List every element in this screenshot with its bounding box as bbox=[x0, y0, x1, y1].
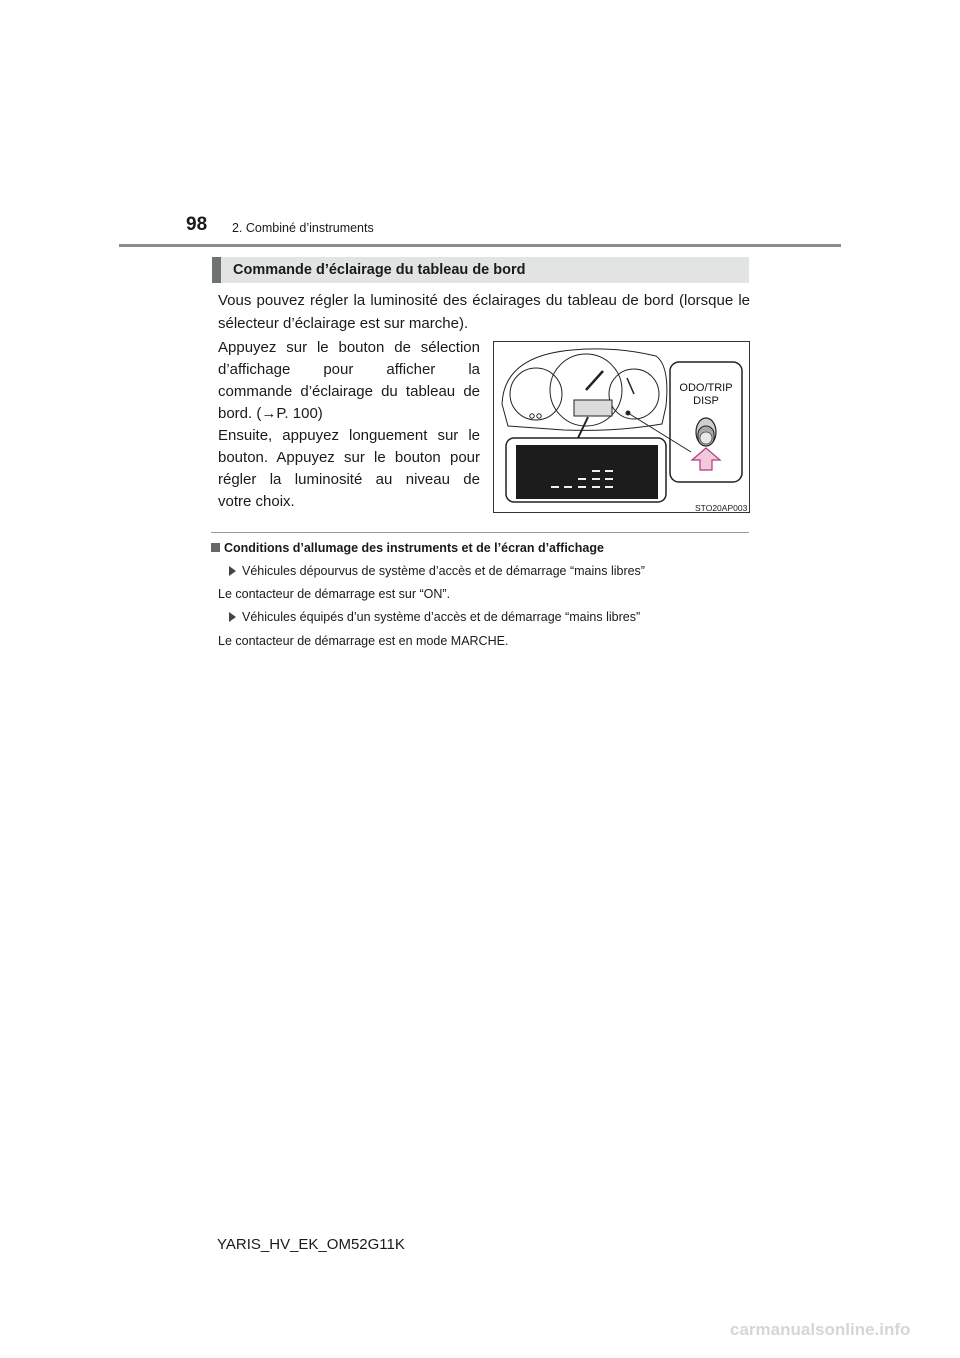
square-bullet-icon bbox=[211, 543, 220, 552]
steps-line: régler la luminosité au niveau de bbox=[218, 471, 480, 488]
steps-line: d’affichage pour afficher la bbox=[218, 361, 480, 378]
notes-title-text: Conditions d’allumage des instruments et de l’écran d’affichage bbox=[224, 541, 604, 555]
watermark: carmanualsonline.info bbox=[730, 1320, 911, 1339]
triangle-bullet-icon bbox=[229, 566, 236, 576]
indicator-light bbox=[537, 414, 541, 418]
callout-line bbox=[578, 417, 588, 438]
speedometer-needle bbox=[586, 371, 603, 390]
cluster-display bbox=[574, 400, 612, 416]
odo-trip-button-icon bbox=[696, 418, 716, 446]
note-item-label bbox=[229, 610, 640, 624]
figure-code: STO20AP003 bbox=[695, 503, 748, 513]
steps-line: bouton. Appuyez sur le bouton pour bbox=[218, 449, 480, 466]
notes-divider bbox=[211, 532, 749, 533]
press-arrow-icon bbox=[692, 448, 720, 470]
header-rule bbox=[119, 244, 841, 247]
running-title: 2. Combiné d’instruments bbox=[232, 221, 374, 235]
note-item-label-text: Véhicules équipés d’un système d’accès et de démarrage “mains libres” bbox=[242, 610, 641, 624]
triangle-bullet-icon bbox=[229, 612, 236, 622]
steps-line: votre choix. bbox=[218, 493, 295, 510]
indicator-light bbox=[530, 414, 534, 418]
steps-line: Ensuite, appuyez longuement sur le bbox=[218, 427, 480, 444]
note-item-text: Le contacteur de démarrage est sur “ON”. bbox=[218, 587, 451, 601]
steps-text bbox=[218, 337, 480, 513]
section-title: Commande d’éclairage du tableau de bord bbox=[212, 257, 749, 283]
cluster-illustration bbox=[494, 342, 749, 512]
left-gauge bbox=[510, 368, 562, 420]
section-intro: Vous pouvez régler la luminosité des éclairages du tableau de bord (lorsque le sélecteur d’éclairage est sur marche). bbox=[218, 292, 750, 332]
note-item-label-text: Véhicules dépourvus de système d’accès et de démarrage “mains libres” bbox=[242, 564, 645, 578]
page-number: 98 bbox=[186, 214, 208, 235]
note-item-label bbox=[229, 564, 645, 578]
instrument-cluster-figure bbox=[493, 341, 750, 513]
steps-line: Appuyez sur le bouton de sélection bbox=[218, 339, 480, 356]
steps-line: commande d’éclairage du tableau de bbox=[218, 383, 480, 400]
right-gauge-needle bbox=[627, 378, 634, 394]
brightness-display-screen bbox=[516, 445, 658, 499]
note-item-text: Le contacteur de démarrage est en mode MARCHE. bbox=[218, 634, 509, 648]
steps-line: bord. (→P. 100) bbox=[218, 405, 323, 422]
button-label-odo-trip: ODO/TRIP bbox=[679, 382, 733, 394]
notes-title bbox=[211, 541, 604, 555]
button-label-disp: DISP bbox=[693, 395, 719, 407]
footer-code: YARIS_HV_EK_OM52G11K bbox=[217, 1236, 405, 1253]
